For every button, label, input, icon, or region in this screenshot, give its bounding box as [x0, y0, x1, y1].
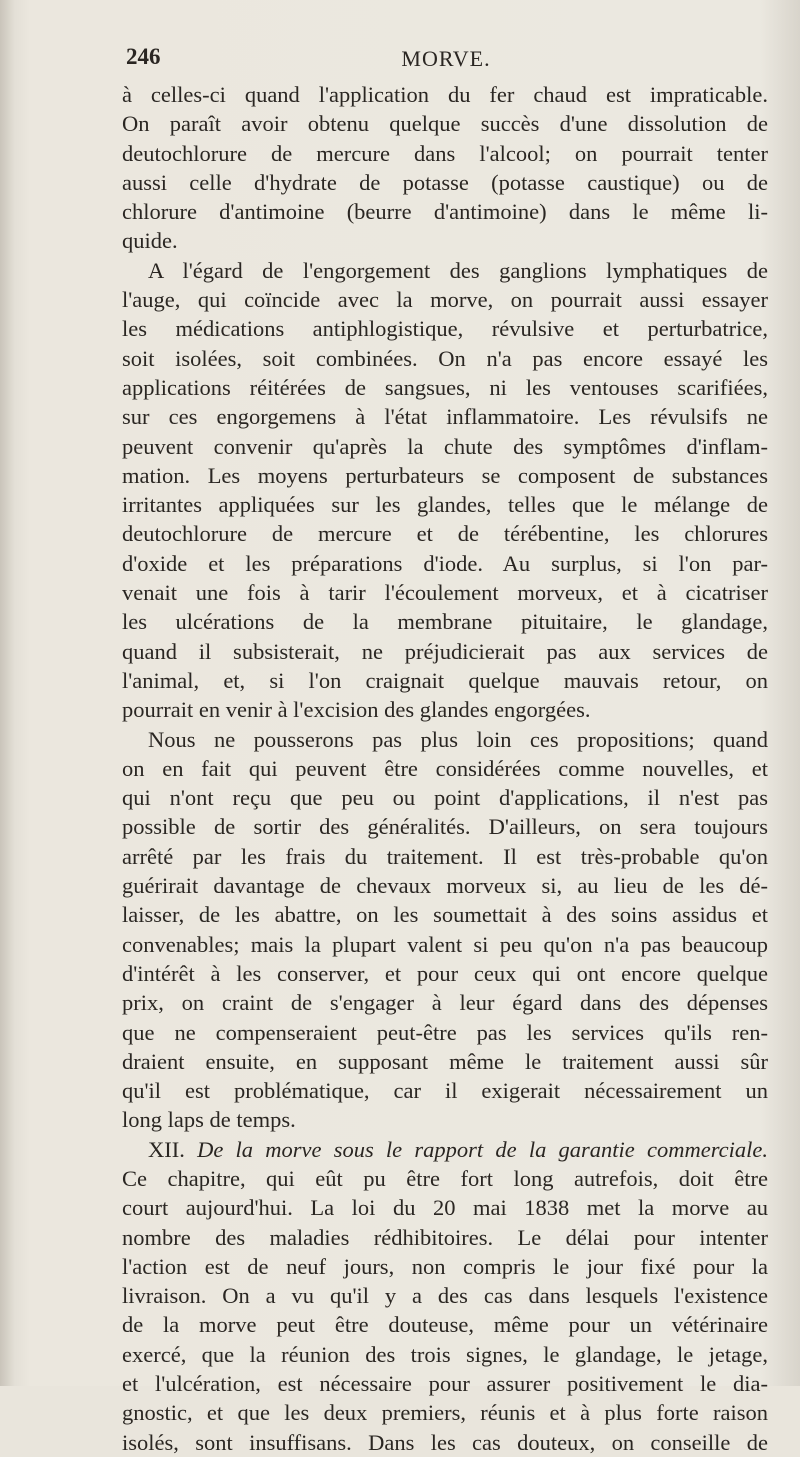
text-line — [122, 871, 768, 900]
text-line — [122, 490, 768, 519]
text-line-content: guérirait davantage de chevaux morveux si, au lieu de les dé- — [122, 873, 768, 899]
text-line-content: isolés, sont insuffisans. Dans les cas douteux, on conseille de — [122, 1429, 768, 1455]
text-line — [122, 1340, 768, 1369]
text-line-content: d'intérêt à les conserver, et pour ceux qui ont encore quelque — [122, 960, 768, 986]
running-head: MORVE. — [401, 46, 491, 71]
text-line — [122, 607, 768, 636]
text-line-content: deutochlorure de mercure dans l'alcool; on pourrait tenter — [122, 140, 768, 166]
text-line-content: irritantes appliquées sur les glandes, telles que le mélange de — [122, 492, 768, 518]
text-line — [122, 1398, 768, 1427]
text-line — [122, 1310, 768, 1339]
text-line — [122, 812, 768, 841]
text-line-content: on en fait qui peuvent être considérées comme nouvelles, et — [122, 755, 768, 781]
text-line-content: pourrait en venir à l'excision des glandes engorgées. — [122, 697, 591, 723]
text-line-content: nombre des maladies rédhibitoires. Le délai pour intenter — [122, 1224, 768, 1250]
text-line — [122, 1047, 768, 1076]
text-line-content: l'animal, et, si l'on craignait quelque mauvais retour, on — [122, 667, 768, 693]
text-line-content: chlorure d'antimoine (beurre d'antimoine) dans le même li- — [122, 199, 768, 225]
body-text — [122, 80, 768, 1457]
text-line-content: venait une fois à tarir l'écoulement morveux, et à cicatriser — [122, 580, 768, 606]
text-line — [122, 842, 768, 871]
text-line — [122, 519, 768, 548]
page-header — [126, 44, 766, 78]
text-line — [122, 285, 768, 314]
text-line-content: A l'égard de l'engorgement des ganglions lymphatiques de — [148, 257, 768, 283]
text-line — [122, 256, 768, 285]
text-line-content: les ulcérations de la membrane pituitaire, le glandage, — [122, 609, 768, 635]
text-line — [122, 139, 768, 168]
text-line — [122, 109, 768, 138]
text-line-content: qui n'ont reçu que peu ou point d'applications, il n'est pas — [122, 785, 768, 811]
text-line-content: deutochlorure de mercure et de térébentine, les chlorures — [122, 521, 768, 547]
text-line — [122, 344, 768, 373]
text-line-content: sur ces engorgemens à l'état inflammatoire. Les révulsifs ne — [122, 404, 768, 430]
text-line — [122, 1252, 768, 1281]
text-line — [122, 432, 768, 461]
text-line-content: convenables; mais la plupart valent si peu qu'on n'a pas beaucoup — [122, 931, 768, 957]
text-line — [122, 373, 768, 402]
text-line — [122, 959, 768, 988]
section-title: De la morve sous le rapport de la garantie commerciale. — [197, 1136, 768, 1162]
text-line — [122, 637, 768, 666]
text-line — [122, 725, 768, 754]
text-line-content: Ce chapitre, qui eût pu être fort long autrefois, doit être — [122, 1165, 768, 1191]
text-line-content: court aujourd'hui. La loi du 20 mai 1838 met la morve au — [122, 1195, 768, 1221]
text-line — [122, 197, 768, 226]
text-line-content: soit isolées, soit combinées. On n'a pas encore essayé les — [122, 345, 768, 371]
text-line-content: On paraît avoir obtenu quelque succès d'une dissolution de — [122, 111, 768, 137]
text-line-content: laisser, de les abattre, on les soumettait à des soins assidus et — [122, 902, 768, 928]
text-line-content: prix, on craint de s'engager à leur égard dans des dépenses — [122, 990, 768, 1016]
text-line — [122, 314, 768, 343]
text-line-content: livraison. On a vu qu'il y a des cas dans lesquels l'existence — [122, 1283, 768, 1309]
text-line — [122, 1193, 768, 1222]
text-line-content: exercé, que la réunion des trois signes, le glandage, le jetage, — [122, 1341, 768, 1367]
text-line — [122, 988, 768, 1017]
text-line — [122, 1281, 768, 1310]
text-line-content: gnostic, et que les deux premiers, réunis et à plus forte raison — [122, 1400, 768, 1426]
text-line-content: l'auge, qui coïncide avec la morve, on pourrait aussi essayer — [122, 287, 768, 313]
text-line-content: d'oxide et les préparations d'iode. Au surplus, si l'on par- — [122, 550, 768, 576]
page-gutter — [0, 0, 14, 1386]
text-line — [122, 1369, 768, 1398]
text-line-content: de la morve peut être douteuse, même pour un vétérinaire — [122, 1312, 768, 1338]
text-line — [122, 666, 768, 695]
text-line-content: que ne compenseraient peut-être pas les services qu'ils ren- — [122, 1019, 768, 1045]
text-line-content: possible de sortir des généralités. D'ailleurs, on sera toujours — [122, 814, 768, 840]
text-line-content: les médications antiphlogistique, révulsive et perturbatrice, — [122, 316, 768, 342]
text-line-content: draient ensuite, en supposant même le traitement aussi sûr — [122, 1048, 768, 1074]
text-line — [122, 695, 768, 724]
text-line — [122, 930, 768, 959]
text-line-content: peuvent convenir qu'après la chute des symptômes d'inflam- — [122, 433, 768, 459]
text-line — [122, 80, 768, 109]
text-line — [122, 549, 768, 578]
text-line-content: quide. — [122, 228, 178, 254]
text-line — [122, 1428, 768, 1457]
text-line — [122, 1076, 768, 1105]
text-line — [122, 226, 768, 255]
text-line-content: Nous ne pousserons pas plus loin ces propositions; quand — [148, 726, 768, 752]
text-line — [122, 1164, 768, 1193]
text-line-content: à celles-ci quand l'application du fer chaud est impraticable. — [122, 82, 768, 107]
text-line-content: applications réitérées de sangsues, ni les ventouses scarifiées, — [122, 374, 768, 400]
text-line-content: qu'il est problématique, car il exigerait nécessairement un — [122, 1078, 768, 1104]
text-line-content: mation. Les moyens perturbateurs se composent de substances — [122, 462, 768, 488]
text-line — [122, 168, 768, 197]
text-line-content: quand il subsisterait, ne préjudicierait pas aux services de — [122, 638, 768, 664]
text-line-content: l'action est de neuf jours, non compris le jour fixé pour la — [122, 1253, 768, 1279]
text-line — [122, 1223, 768, 1252]
text-line — [122, 578, 768, 607]
text-line — [122, 783, 768, 812]
text-line — [122, 900, 768, 929]
text-line-content: et l'ulcération, est nécessaire pour assurer positivement le dia- — [122, 1371, 768, 1397]
text-line — [122, 402, 768, 431]
text-line — [122, 754, 768, 783]
text-line-content: long laps de temps. — [122, 1107, 296, 1133]
text-line-content: arrêté par les frais du traitement. Il est très-probable qu'on — [122, 843, 768, 869]
text-line — [122, 1018, 768, 1047]
page-number: 246 — [126, 44, 161, 69]
text-line — [122, 1105, 768, 1134]
text-line-content: XII. — [148, 1136, 185, 1162]
text-line-content: aussi celle d'hydrate de potasse (potasse caustique) ou de — [122, 169, 768, 195]
text-line — [122, 1135, 768, 1164]
text-line — [122, 461, 768, 490]
